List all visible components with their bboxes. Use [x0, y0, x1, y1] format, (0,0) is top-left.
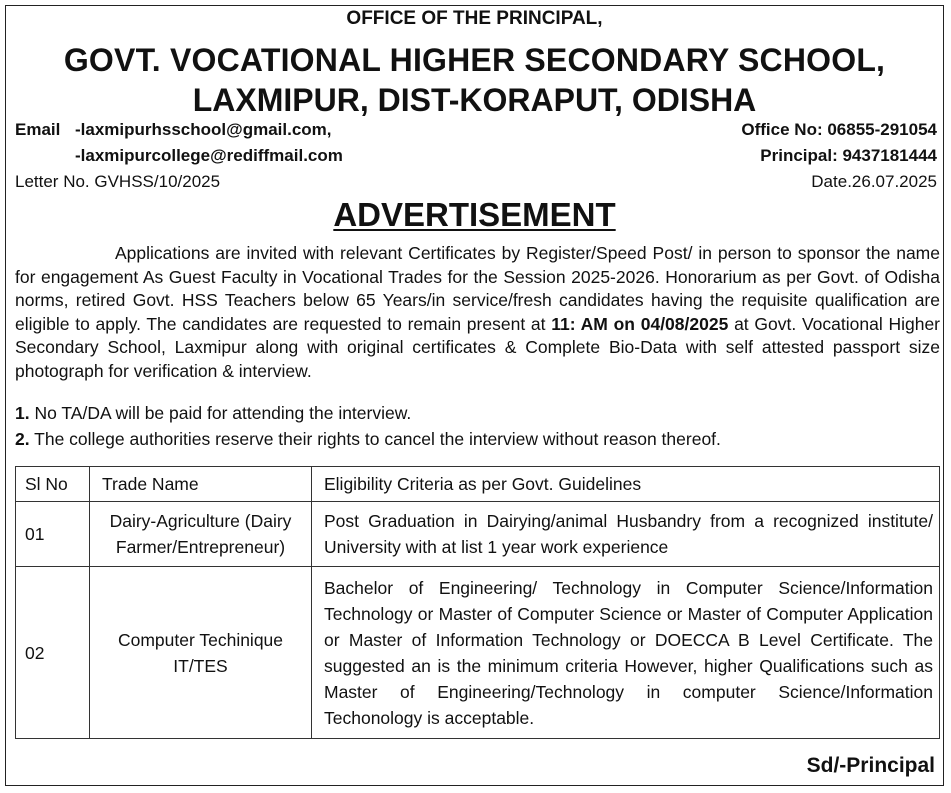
header-sl-no: Sl No: [16, 467, 90, 502]
note-1-text: No TA/DA will be paid for attending the interview.: [34, 403, 412, 423]
principal-phone: Principal: 9437181444: [760, 146, 937, 165]
school-name: GOVT. VOCATIONAL HIGHER SECONDARY SCHOOL,: [63, 42, 886, 78]
header-trade-name: Trade Name: [90, 467, 312, 502]
note-2: [15, 429, 721, 450]
interview-datetime: 11: AM on 04/08/2025: [551, 313, 729, 334]
office-heading: OFFICE OF THE PRINCIPAL,: [346, 8, 603, 29]
row-2-criteria: Bachelor of Engineering/ Technology in Computer Science/Information Technology or Master of Computer Science or Master of Computer Application or Master of Information Technology or DOECCA B Level Certificate. The suggested an is the minimum criteria However, higher Qualifications such as Master of Engineering/Technology in computer Science/Information Techonology is acceptable.: [312, 567, 940, 739]
note-1-number: 1.: [15, 403, 30, 423]
principal-signature: Sd/-Principal: [806, 754, 935, 777]
trades-table: [15, 466, 940, 739]
row-2-sl: 02: [16, 567, 90, 739]
note-2-text: The college authorities reserve their rights to cancel the interview without reason thereof.: [34, 429, 721, 449]
email-2[interactable]: -laxmipurcollege@rediffmail.com: [75, 146, 343, 165]
table-header-row: [16, 467, 940, 502]
letter-number: Letter No. GVHSS/10/2025: [15, 172, 221, 191]
advertisement-body: [15, 242, 940, 383]
note-1: [15, 403, 411, 424]
school-address: LAXMIPUR, DIST-KORAPUT, ODISHA: [192, 82, 757, 118]
advertisement-page: [5, 5, 944, 786]
table-row: [16, 567, 940, 739]
row-2-trade: Computer Techinique IT/TES: [90, 567, 312, 739]
header-eligibility: Eligibility Criteria as per Govt. Guidelines: [312, 467, 940, 502]
row-1-criteria: Post Graduation in Dairying/animal Husbandry from a recognized institute/ University with at list 1 year work experience: [312, 502, 940, 567]
email-label: Email: [15, 120, 61, 139]
advertisement-title: ADVERTISEMENT: [333, 196, 616, 233]
body-text-after: at Govt. Vocational Higher Secondary School, Laxmipur along with original certificates & Complete Bio-Data with self attested passport size photograph for verification & interview.: [15, 313, 940, 381]
body-text-before: Applications are invited with relevant Certificates by Register/Speed Post/ in person to sponsor the name for engagement As Guest Faculty in Vocational Trades for the Session 2025-2026. Honorarium as per Govt. of Odisha norms, retired Govt. HSS Teachers below 65 Years/in service/fresh candidates having the requisite qualification are eligible to apply. The candidates are requested to remain present at: [15, 243, 940, 334]
row-1-sl: 01: [16, 502, 90, 567]
row-1-trade: Dairy-Agriculture (Dairy Farmer/Entrepreneur): [90, 502, 312, 567]
table-row: [16, 502, 940, 567]
note-2-number: 2.: [15, 429, 30, 449]
office-phone: Office No: 06855-291054: [741, 120, 937, 139]
email-1[interactable]: -laxmipurhsschool@gmail.com,: [75, 120, 332, 139]
letter-date: Date.26.07.2025: [811, 172, 937, 191]
